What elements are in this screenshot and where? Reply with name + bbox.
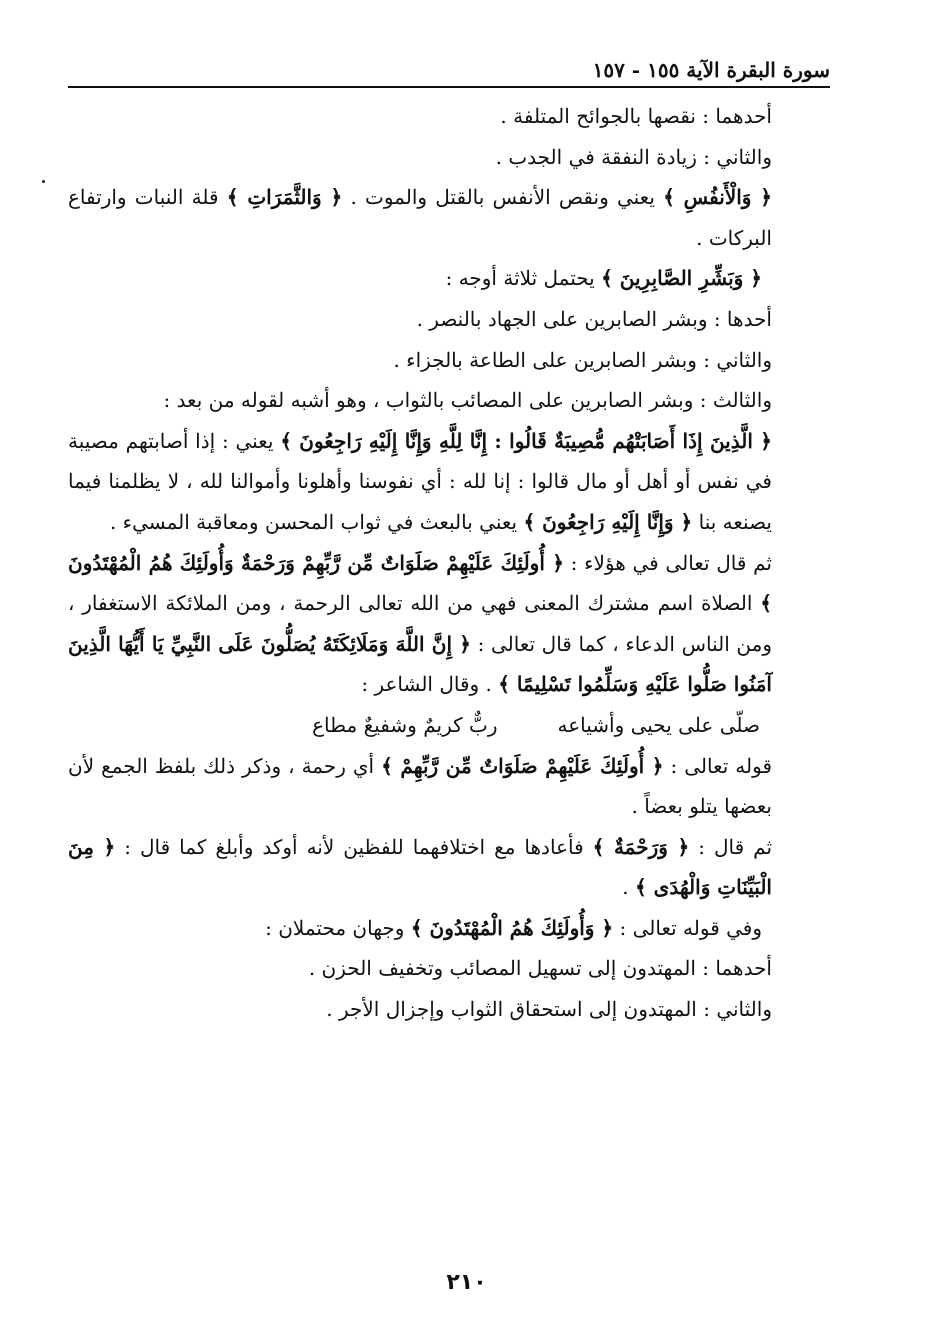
page-number: ٢١٠ — [446, 1270, 487, 1295]
quran-verse: ﴿ الَّذِينَ إِذَا أَصَابَتْهُم مُّصِيبَةٌ قَالُوا : إِنَّا لِلَّهِ وَإِنَّا إِلَيْهِ رَاجِعُونَ ﴾ — [280, 428, 772, 453]
paragraph-second-meaning: والثاني : زيادة النفقة في الجدب . — [495, 144, 772, 169]
quran-verse: ﴿ مِنَ الْبَيِّنَاتِ وَالْهُدَى ﴾ — [68, 834, 772, 900]
commentary-text: قوله تعالى : — [663, 753, 772, 778]
quran-verse: ﴿ وَالثَّمَرَاتِ ﴾ — [226, 185, 343, 210]
paragraph-blessings — [68, 543, 830, 705]
quran-verse: ﴿ وَرَحْمَةٌ ﴾ — [592, 834, 690, 859]
commentary-text: الصلاة اسم مشترك المعنى فهي من الله تعالى الرحمة ، ومن الملائكة الاستغفار ، ومن الناس الدعاء ، كما قال تعالى : — [68, 591, 773, 656]
commentary-text: ثم قال تعالى في هؤلاء : — [563, 550, 772, 575]
commentary-text: . وقال الشاعر : — [361, 672, 499, 697]
quran-verse: ﴿ وَأُولَئِكَ هُمُ الْمُهْتَدُونَ ﴾ — [410, 915, 614, 940]
page-header: سورة البقرة الآية ١٥٥ - ١٥٧ — [592, 58, 830, 82]
margin-speck — [42, 180, 45, 183]
quran-verse: ﴿ إِنَّ اللَّهَ وَمَلَائِكَتَهُ يُصَلُّونَ عَلَى النَّبِيِّ يَا أَيُّهَا الَّذِينَ آمَنُوا صَلُّوا عَلَيْهِ وَسَلِّمُوا تَسْلِيمًا ﴾ — [68, 631, 772, 697]
paragraph-aspect-three: والثالث : وبشر الصابرين على المصائب بالثواب ، وهو أشبه لقوله من بعد : — [163, 388, 772, 413]
quran-verse: ﴿ وَالْأَنفُسِ ﴾ — [663, 185, 772, 210]
poem-verse — [68, 705, 830, 746]
quran-verse: ﴿ أُولَئِكَ عَلَيْهِمْ صَلَوَاتٌ مِّن رَّبِّهِمْ وَرَحْمَةٌ وَأُولَئِكَ هُمُ الْمُهْتَدُونَ ﴾ — [68, 550, 772, 616]
quran-verse: ﴿ أُولَئِكَ عَلَيْهِمْ صَلَوَاتٌ مِّن رَّبِّهِمْ ﴾ — [381, 753, 664, 778]
commentary-text: . — [622, 875, 635, 900]
paragraph-give-glad-tidings — [68, 258, 830, 299]
commentary-text: يعني : إذا أصابتهم مصيبة في نفس أو أهل أو مال قالوا : إنا لله : أي نفوسنا وأهلونا وأموالنا لله ، لا يظلمنا فيما يصنعه بنا — [68, 428, 772, 534]
commentary-text: وجهان محتملان : — [265, 915, 411, 940]
paragraph-first-meaning: أحدهما : نقصها بالجوائح المتلفة . — [500, 104, 772, 128]
commentary-text: فأعادها مع اختلافهما للفظين لأنه أوكد وأبلغ كما قال : — [115, 834, 593, 859]
quran-verse: ﴿ وَإِنَّا إِلَيْهِ رَاجِعُونَ ﴾ — [523, 509, 693, 534]
paragraph-and-mercy — [68, 827, 830, 908]
commentary-text: يحتمل ثلاثة أوجه : — [445, 266, 602, 291]
paragraph-his-saying — [68, 746, 830, 827]
header-rule — [68, 86, 830, 88]
commentary-text: وفي قوله تعالى : — [613, 915, 762, 940]
paragraph-souls-fruits — [68, 177, 830, 258]
paragraph-aspect-one: أحدها : وبشر الصابرين على الجهاد بالنصر . — [416, 306, 772, 331]
paragraph-guided-ones — [68, 908, 830, 949]
paragraph-those-who-say — [68, 421, 830, 543]
quran-verse: ﴿ وَبَشِّرِ الصَّابِرِينَ ﴾ — [601, 266, 762, 291]
poem-hemistich-first: صلّى على يحيى وأشياعه — [557, 712, 760, 737]
commentary-text: أي رحمة ، وذكر ذلك بلفظ الجمع لأن بعضها يتلو بعضاً . — [68, 753, 772, 819]
commentary-text: يعني بالبعث في ثواب المحسن ومعاقبة المسيء . — [109, 509, 524, 534]
paragraph-guided-second: والثاني : المهتدون إلى استحقاق الثواب وإجزال الأجر . — [326, 997, 772, 1022]
commentary-text: يعني ونقص الأنفس بالقتل والموت . — [342, 185, 664, 210]
paragraph-guided-first: أحدهما : المهتدون إلى تسهيل المصائب وتخفيف الحزن . — [308, 956, 772, 981]
commentary-text: قلة النبات وارتفاع البركات . — [68, 185, 772, 250]
page-body — [68, 96, 830, 1030]
poem-hemistich-second: ربٌّ كريمٌ وشفيعٌ مطاع — [312, 712, 498, 737]
paragraph-aspect-two: والثاني : وبشر الصابرين على الطاعة بالجزاء . — [393, 347, 772, 372]
commentary-text: ثم قال : — [689, 834, 773, 859]
